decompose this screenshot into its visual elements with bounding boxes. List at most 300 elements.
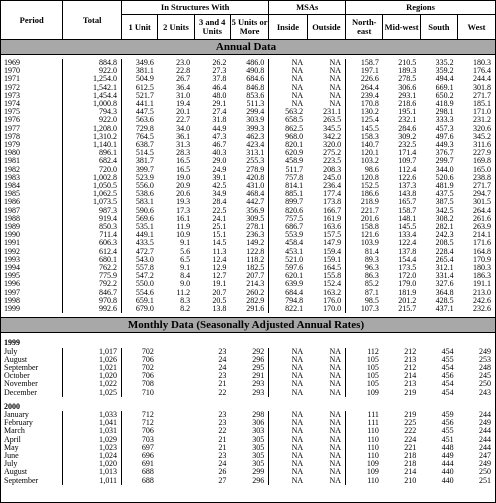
table-cell: 884.8: [63, 59, 122, 67]
one-unit-header: 1 Unit: [122, 15, 158, 40]
table-row: [1, 389, 495, 397]
table-cell: 583.1: [122, 198, 158, 206]
table-cell: 922.0: [63, 116, 122, 124]
table-cell: 309.2: [398, 131, 417, 141]
table-cell: 221: [404, 442, 417, 452]
table-cell: 345.2: [473, 131, 491, 141]
table-cell: 169.8: [473, 156, 491, 166]
three-four-units-header: 3 and 4 Units: [194, 15, 230, 40]
row-period: 1998: [4, 295, 20, 305]
table-cell: 1,208.0: [63, 125, 122, 133]
table-cell: 702: [122, 364, 158, 372]
table-cell: 345.5: [323, 123, 342, 133]
table-cell: 1,000.8: [63, 100, 122, 108]
table-cell: 1,011: [63, 477, 122, 485]
table-cell: 820.1: [269, 141, 307, 149]
table-cell: 521.7: [122, 92, 158, 100]
table-cell: 553.9: [269, 231, 307, 239]
table-cell: 170.0: [323, 304, 342, 314]
table-cell: 846.8: [246, 82, 265, 92]
table-cell: NA: [269, 75, 307, 83]
table-cell: 305: [252, 450, 265, 460]
table-cell: 5.6: [180, 246, 191, 256]
table-cell: 179.0: [398, 279, 417, 289]
table-cell: 214.1: [473, 230, 491, 240]
table-cell: 37.8: [212, 74, 227, 84]
table-cell: 20.1: [176, 107, 191, 117]
table-cell: 25.1: [212, 222, 227, 232]
table-cell: 720.0: [63, 166, 122, 174]
table-cell: 295: [252, 362, 265, 372]
table-cell: 222: [404, 426, 417, 436]
table-cell: 303.9: [246, 115, 265, 125]
table-cell: 214: [404, 371, 417, 381]
table-cell: 244.4: [473, 74, 491, 84]
empty-cell: [158, 468, 194, 476]
table-cell: 170.9: [473, 254, 491, 264]
table-cell: 359.2: [435, 66, 454, 76]
table-cell: 472.7: [122, 248, 158, 256]
table-cell: 19.4: [176, 99, 191, 109]
table-cell: 218.9: [346, 198, 383, 206]
table-cell: 451: [441, 434, 454, 444]
table-cell: NA: [269, 427, 307, 435]
table-cell: 697: [122, 444, 158, 452]
table-cell: 511.7: [269, 166, 307, 174]
table-cell: 620.1: [269, 272, 307, 280]
table-cell: 1,020: [63, 460, 122, 468]
table-cell: 449: [441, 450, 454, 460]
table-cell: 682.4: [63, 157, 122, 165]
table-cell: 44.9: [212, 123, 227, 133]
table-cell: 335.2: [435, 58, 454, 67]
table-cell: 1,031: [63, 427, 122, 435]
table-cell: 89.3: [346, 256, 383, 264]
row-period: 1986: [4, 197, 20, 207]
table-cell: 215.7: [398, 304, 417, 314]
table-cell: 919.4: [63, 215, 122, 223]
table-cell: 208.3: [323, 164, 342, 174]
table-cell: 27.3: [212, 66, 227, 76]
table-cell: 444: [441, 459, 454, 469]
row-period: January: [4, 409, 29, 419]
table-cell: 147.9: [323, 238, 342, 248]
table-cell: 159.4: [323, 246, 342, 256]
table-cell: 520.6: [435, 172, 454, 182]
table-cell: 680.1: [63, 256, 122, 264]
table-cell: 1,542.1: [63, 84, 122, 92]
table-cell: 22: [218, 387, 227, 397]
two-units-header: 2 Units: [158, 15, 194, 40]
table-cell: 248: [479, 362, 491, 372]
empty-cell: [158, 380, 194, 388]
table-cell: 12.9: [212, 263, 227, 273]
table-cell: 109.7: [398, 156, 417, 166]
table-cell: 24.9: [212, 164, 227, 174]
table-cell: NA: [329, 362, 342, 372]
table-cell: 381.1: [122, 67, 158, 75]
row-period: 1979: [4, 140, 20, 150]
row-period: July: [4, 459, 18, 469]
table-cell: 47.3: [212, 131, 227, 141]
table-cell: 122.6: [398, 172, 417, 182]
table-cell: 20.9: [176, 181, 191, 191]
table-cell: 885.1: [269, 190, 307, 198]
table-cell: 305: [252, 434, 265, 444]
table-cell: 143.8: [398, 189, 417, 199]
table-cell: 112: [346, 348, 383, 356]
table-cell: 8.4: [180, 271, 191, 281]
table-cell: 23: [218, 409, 227, 419]
table-cell: 86.3: [346, 272, 383, 280]
table-cell: 1,002.8: [63, 174, 122, 182]
table-cell: 342.5: [435, 205, 454, 215]
table-cell: 158.7: [346, 59, 383, 67]
table-cell: 538.6: [122, 190, 158, 198]
west-header: West: [458, 15, 495, 40]
row-period: December: [4, 387, 37, 397]
table-cell: 327.6: [435, 279, 454, 289]
table-cell: 15.1: [212, 230, 227, 240]
table-cell: 109: [346, 468, 383, 476]
table-cell: 862.5: [269, 125, 307, 133]
table-cell: 40.3: [212, 148, 227, 158]
table-cell: 437.5: [435, 189, 454, 199]
table-cell: 232.1: [398, 115, 417, 125]
table-cell: 284.6: [398, 123, 417, 133]
table-cell: 454: [441, 379, 454, 389]
northeast-header: North-east: [346, 15, 383, 40]
table-cell: 120.8: [346, 174, 383, 182]
table-cell: 105: [346, 372, 383, 380]
table-cell: 22.5: [212, 205, 227, 215]
table-cell: NA: [329, 459, 342, 469]
table-cell: 19.3: [176, 197, 191, 207]
table-cell: NA: [329, 434, 342, 444]
table-cell: 265.4: [435, 254, 454, 264]
midwest-header: Mid-west: [383, 15, 420, 40]
table-cell: 9.1: [180, 263, 191, 273]
table-cell: 638.7: [122, 141, 158, 149]
table-cell: 320.6: [473, 123, 491, 133]
table-cell: 264.4: [346, 84, 383, 92]
table-cell: 165.7: [398, 197, 417, 207]
table-cell: 16.5: [176, 156, 191, 166]
table-cell: 291.6: [246, 304, 265, 314]
empty-cell: [158, 477, 194, 485]
structures-group-header: In Structures With: [122, 1, 269, 15]
table-cell: 176.4: [473, 66, 491, 76]
table-cell: 214.3: [246, 279, 265, 289]
table-cell: 454: [441, 362, 454, 372]
table-cell: 210.5: [398, 58, 417, 67]
table-cell: 1,022: [63, 380, 122, 388]
table-cell: 19.0: [176, 172, 191, 182]
table-cell: 245.0: [323, 172, 342, 182]
table-cell: 381.7: [122, 157, 158, 165]
table-cell: 213: [404, 354, 417, 364]
table-cell: 703: [122, 436, 158, 444]
table-cell: 298.1: [435, 107, 454, 117]
table-cell: 639.9: [269, 280, 307, 288]
table-cell: NA: [269, 92, 307, 100]
table-cell: 12.7: [212, 271, 227, 281]
table-cell: 122.8: [246, 246, 265, 256]
table-cell: 180.3: [473, 58, 491, 67]
table-cell: 110: [346, 444, 383, 452]
table-cell: 226.6: [346, 75, 383, 83]
table-cell: 449.1: [122, 231, 158, 239]
table-cell: 511.3: [246, 99, 265, 109]
table-cell: 9.0: [180, 279, 191, 289]
table-cell: 278.9: [246, 164, 265, 174]
row-period: 1997: [4, 287, 20, 297]
table-cell: NA: [269, 477, 307, 485]
row-period: 1971: [4, 74, 20, 84]
table-cell: 137.3: [398, 181, 417, 191]
table-cell: 296: [252, 475, 265, 485]
table-cell: 210: [404, 475, 417, 485]
table-cell: 822.1: [269, 305, 307, 313]
table-cell: 173.5: [398, 263, 417, 273]
table-cell: 26.2: [212, 58, 227, 67]
table-cell: 219: [404, 409, 417, 419]
table-cell: 569.6: [122, 215, 158, 223]
table-cell: 11.3: [212, 246, 227, 256]
table-cell: 250: [479, 467, 491, 477]
table-cell: 1,310.2: [63, 133, 122, 141]
table-cell: 992.6: [63, 305, 122, 313]
table-cell: 710: [122, 389, 158, 397]
table-cell: 195.1: [398, 107, 417, 117]
monthly-section-title: Monthly Data (Seasonally Adjusted Annual Rates): [1, 318, 495, 333]
table-cell: 46.4: [212, 82, 227, 92]
table-cell: 820.6: [269, 207, 307, 215]
empty-cell: [158, 348, 194, 356]
table-cell: 137.8: [398, 246, 417, 256]
table-cell: 36.1: [176, 131, 191, 141]
table-row: [1, 411, 495, 419]
table-cell: 161.9: [323, 213, 342, 223]
table-cell: 255.3: [246, 156, 265, 166]
table-cell: 213: [404, 379, 417, 389]
table-cell: 34.9: [212, 189, 227, 199]
table-cell: 164.5: [323, 263, 342, 273]
table-cell: 191.1: [473, 279, 491, 289]
table-cell: 306: [252, 418, 265, 428]
table-cell: 1,454.4: [63, 92, 122, 100]
table-row: [1, 460, 495, 468]
table-cell: 457.3: [435, 123, 454, 133]
table-cell: 103.9: [346, 239, 383, 247]
table-cell: 81.4: [346, 248, 383, 256]
table-cell: 447.5: [122, 108, 158, 116]
table-cell: NA: [329, 409, 342, 419]
table-cell: 794.8: [269, 297, 307, 305]
table-cell: NA: [269, 460, 307, 468]
empty-cell: [158, 427, 194, 435]
table-cell: 554.6: [122, 289, 158, 297]
row-period: 1988: [4, 213, 20, 223]
table-row: [1, 348, 495, 356]
row-period: 1984: [4, 181, 20, 191]
row-period: 1987: [4, 205, 20, 215]
table-cell: 968.0: [269, 133, 307, 141]
table-cell: 686.7: [269, 223, 307, 231]
table-cell: 26.7: [176, 74, 191, 84]
table-cell: 523.9: [122, 174, 158, 182]
table-cell: NA: [329, 371, 342, 381]
table-cell: 87.1: [346, 289, 383, 297]
table-cell: NA: [269, 59, 307, 67]
table-cell: 159.1: [323, 254, 342, 264]
table-cell: 282.1: [435, 222, 454, 232]
table-cell: 9.1: [180, 238, 191, 248]
empty-cell: [158, 452, 194, 460]
outside-header: Outside: [307, 15, 345, 40]
table-cell: 376.7: [435, 148, 454, 158]
table-cell: 163.2: [323, 287, 342, 297]
table-cell: 176.0: [323, 295, 342, 305]
table-cell: 238.8: [473, 172, 491, 182]
table-cell: 263.9: [473, 222, 491, 232]
table-cell: 853.6: [246, 90, 265, 100]
table-cell: NA: [269, 364, 307, 372]
table-cell: 455: [441, 354, 454, 364]
table-cell: 245: [479, 371, 491, 381]
table-cell: 180.3: [473, 263, 491, 273]
table-cell: 293: [252, 387, 265, 397]
row-period: September: [4, 475, 39, 485]
annual-section-title: Annual Data: [1, 40, 495, 55]
table-row: [1, 305, 495, 313]
total-header: Total: [63, 1, 122, 40]
table-cell: 21: [218, 434, 227, 444]
table-cell: 213.0: [473, 287, 491, 297]
table-cell: 468.4: [246, 189, 265, 199]
table-cell: NA: [269, 419, 307, 427]
table-cell: NA: [269, 436, 307, 444]
empty-cell: [158, 436, 194, 444]
table-cell: 243: [479, 387, 491, 397]
row-period: 1981: [4, 156, 20, 166]
housing-table: [1, 1, 495, 485]
table-cell: 23: [218, 418, 227, 428]
table-cell: 846.7: [63, 289, 122, 297]
table-cell: 490.8: [246, 66, 265, 76]
table-cell: 8.3: [180, 295, 191, 305]
table-cell: 111: [346, 411, 383, 419]
table-cell: 110: [346, 427, 383, 435]
row-period: November: [4, 379, 38, 389]
table-row: [1, 356, 495, 364]
table-cell: NA: [329, 346, 342, 356]
table-cell: 250: [479, 379, 491, 389]
table-cell: 1,020: [63, 372, 122, 380]
table-cell: 688: [122, 477, 158, 485]
table-cell: NA: [269, 411, 307, 419]
table-cell: 173.8: [323, 197, 342, 207]
table-cell: 305: [252, 442, 265, 452]
table-cell: 251: [479, 475, 491, 485]
table-cell: 244: [479, 426, 491, 436]
row-period: 1976: [4, 115, 20, 125]
table-cell: 264.4: [473, 205, 491, 215]
row-period: 1982: [4, 164, 20, 174]
table-cell: 331.4: [435, 271, 454, 281]
table-cell: 504.9: [122, 75, 158, 83]
table-cell: 109: [346, 460, 383, 468]
table-cell: 31.3: [176, 140, 191, 150]
table-cell: 182.5: [246, 263, 265, 273]
table-cell: 23: [218, 346, 227, 356]
table-cell: 449.3: [435, 140, 454, 150]
table-cell: 149.2: [246, 238, 265, 248]
table-row: [1, 436, 495, 444]
table-cell: 23.0: [176, 58, 191, 67]
table-row: [1, 419, 495, 427]
table-cell: 120.1: [346, 149, 383, 157]
table-cell: 299.4: [246, 107, 265, 117]
table-cell: 231.1: [323, 107, 342, 117]
annual-data-body: [1, 40, 495, 314]
row-period: July: [4, 346, 18, 356]
table-cell: 263.5: [323, 115, 342, 125]
table-row: [1, 468, 495, 476]
row-period: August: [4, 467, 28, 477]
table-cell: 171.4: [398, 148, 417, 158]
table-row: [1, 452, 495, 460]
table-cell: 291: [252, 371, 265, 381]
table-cell: 423.4: [246, 140, 265, 150]
table-cell: 311.6: [473, 140, 491, 150]
table-cell: 547.2: [122, 272, 158, 280]
table-cell: 22.7: [176, 115, 191, 125]
table-cell: 242.3: [435, 230, 454, 240]
table-cell: 455: [441, 426, 454, 436]
table-cell: 271.7: [473, 181, 491, 191]
table-cell: 420.8: [246, 172, 265, 182]
table-cell: 24.1: [212, 213, 227, 223]
table-cell: 696: [122, 452, 158, 460]
table-cell: 21: [218, 379, 227, 389]
table-cell: 228.4: [435, 246, 454, 256]
table-cell: 301.5: [473, 197, 491, 207]
table-cell: 1,050.5: [63, 182, 122, 190]
table-cell: 764.5: [122, 133, 158, 141]
table-cell: 1,041: [63, 419, 122, 427]
row-period: 1995: [4, 271, 20, 281]
table-cell: 158.8: [346, 223, 383, 231]
table-cell: 278.1: [246, 222, 265, 232]
table-cell: 896.1: [63, 149, 122, 157]
table-cell: 27.4: [212, 107, 227, 117]
table-cell: 224: [404, 434, 417, 444]
table-cell: 792.2: [63, 280, 122, 288]
table-cell: 109: [346, 389, 383, 397]
table-cell: 12.4: [212, 254, 227, 264]
table-cell: 1,254.0: [63, 75, 122, 83]
table-cell: 684.4: [269, 289, 307, 297]
empty-cell: [158, 411, 194, 419]
table-cell: NA: [329, 467, 342, 477]
row-period: 1996: [4, 279, 20, 289]
table-cell: 98.6: [346, 166, 383, 174]
table-cell: 111: [346, 419, 383, 427]
table-cell: NA: [269, 372, 307, 380]
table-row: [1, 372, 495, 380]
table-cell: 312.1: [435, 263, 454, 273]
